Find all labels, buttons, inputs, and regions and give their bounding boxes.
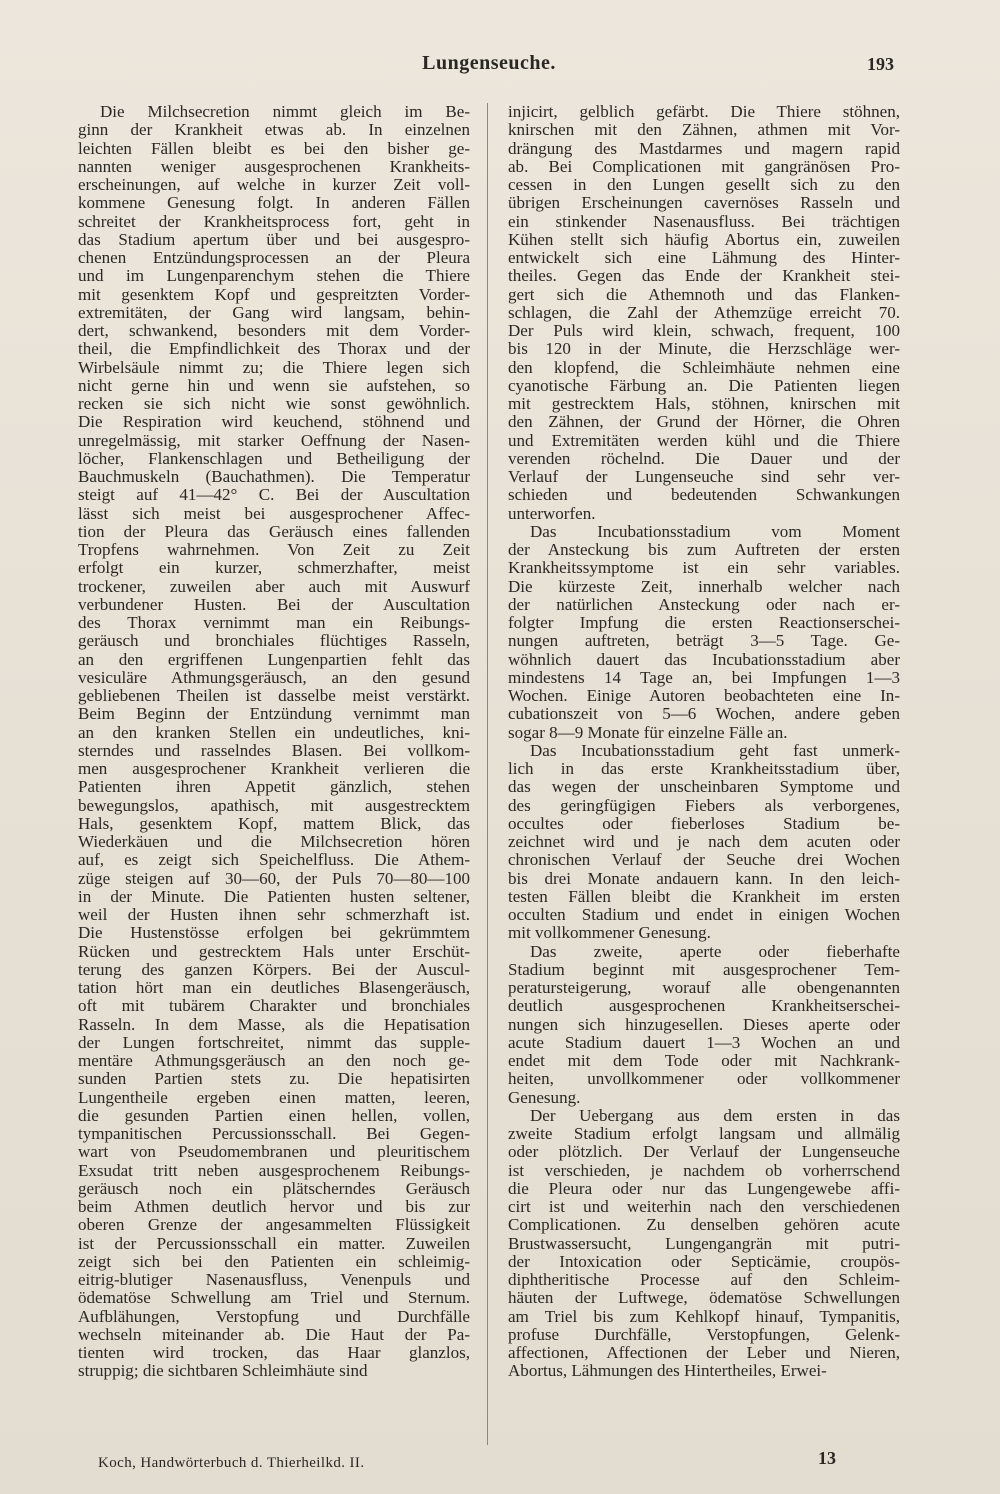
text-line: Stadium beginnt mit ausgesprochener Tem- (508, 960, 900, 979)
text-line: lässt sich meist bei ausgesprochener Affec- (78, 504, 470, 523)
paragraph (508, 943, 900, 1107)
text-line: oberen Grenze der angesammelten Flüssigkeit (78, 1216, 470, 1235)
text-line: ab. Bei Complicationen mit gangränösen Pro- (508, 157, 900, 176)
text-line: Bauchmuskeln (Bauchathmen). Die Temperatur (78, 468, 470, 486)
text-line: der natürlichen Ansteckung oder nach er- (508, 595, 900, 614)
text-line: knirschen mit den Zähnen, athmen mit Vor- (508, 121, 900, 140)
text-line: extremitäten, der Gang wird langsam, behin- (78, 303, 470, 322)
text-line: die gesunden Partien einen hellen, vollen, (78, 1106, 470, 1125)
text-line: häuten der Luftwege, ödematöse Schwellungen (508, 1289, 900, 1308)
text-line: den Zähnen, der Grund der Hörner, die Ohren (508, 413, 900, 432)
column-divider (487, 103, 488, 1445)
text-line: und im Lungenparenchym stehen die Thiere (78, 267, 470, 286)
text-line: Tropfens wahrnehmen. Von Zeit zu Zeit (78, 541, 470, 559)
text-line: unregelmässig, mit starker Oeffnung der Nasen- (78, 431, 470, 450)
text-line: Kühen stellt sich häufig Abortus ein, zuweilen (508, 230, 900, 249)
left-text-column (78, 103, 470, 1381)
text-line: Der Uebergang aus dem ersten in das (530, 1106, 900, 1125)
text-line: geräusch noch ein plätscherndes Geräusch (78, 1179, 470, 1198)
text-line: Abortus, Lähmungen des Hintertheiles, Erwei- (508, 1362, 827, 1381)
text-line: Wiederkäuen und die Milchsecretion hören (78, 833, 470, 851)
text-line: wart von Pseudomembranen und pleuritischem (78, 1143, 470, 1162)
text-line: vesiculäre Athmungsgeräusch, an den gesund (78, 668, 470, 687)
text-line: das wegen der unscheinbaren Symptome und (508, 778, 900, 797)
text-line: sunden Partien stets zu. Die hepatisirten (78, 1070, 470, 1089)
text-line: mentäre Athmungsgeräusch an den noch ge- (78, 1052, 470, 1070)
text-line: das Stadium apertum über und bei ausgespro- (78, 230, 470, 249)
text-line: erscheinungen, auf welche in kurzer Zeit voll- (78, 176, 470, 194)
text-line: den klopfend, die Schleimhäute nehmen eine (508, 358, 900, 377)
text-line: an den kranken Stellen ein undeutliches, kni- (78, 723, 470, 742)
text-line: entwickelt sich eine Lähmung des Hinter- (508, 249, 900, 267)
text-line: Rasseln. In dem Masse, als die Hepatisation (78, 1015, 470, 1034)
text-line: endet mit dem Tode oder mit Nachkrank- (508, 1052, 900, 1070)
text-line: occulten Stadium und endet in einigen Wochen (508, 906, 900, 924)
text-line: sterndes und rasselndes Blasen. Bei vollkom- (78, 741, 470, 760)
text-line: Wochen. Einige Autoren beobachteten eine In- (508, 687, 900, 705)
text-line: und Extremitäten werden kühl und die Thiere (508, 431, 900, 450)
paragraph (508, 103, 900, 523)
text-line: steigt auf 41—42° C. Bei der Auscultation (78, 486, 470, 505)
text-line: leichten Fällen bleibt es bei den bisher ge- (78, 139, 470, 158)
text-line: zeigt sich bei den Patienten ein schleimig- (78, 1252, 470, 1271)
text-line: chronischen Verlauf der Seuche drei Wochen (508, 851, 900, 870)
text-line: wechseln miteinander ab. Die Haut der Pa- (78, 1325, 470, 1344)
text-line: der Ansteckung bis zum Auftreten der ersten (508, 541, 900, 559)
text-line: folgter Impfung die ersten Reactionserschei- (508, 614, 900, 632)
page-header (78, 52, 900, 82)
text-line: verbundener Husten. Bei der Auscultation (78, 595, 470, 614)
text-line: acute Stadium dauert 1—3 Wochen an und (508, 1033, 900, 1052)
text-line: lich in das erste Krankheitsstadium über, (508, 760, 900, 778)
text-line: der Lungen fortschreitet, nimmt das supple- (78, 1033, 470, 1052)
text-line: trockener, zuweilen aber auch mit Auswurf (78, 577, 470, 596)
text-line: an den ergriffenen Lungenpartien fehlt das (78, 650, 470, 669)
signature-mark: 13 (818, 1448, 836, 1468)
text-line: Lungentheile ergeben einen matten, leeren, (78, 1088, 470, 1107)
text-line: ist verschieden, je nachdem ob vorherrschend (508, 1161, 900, 1180)
text-line: gebliebenen Theilen ist dasselbe meist verstärkt. (78, 687, 470, 705)
text-line: züge steigen auf 30—60, der Puls 70—80—100 (78, 869, 470, 888)
text-line: chenen Entzündungsprocessen an der Pleura (78, 249, 470, 267)
text-line: kommene Genesung folgt. In anderen Fällen (78, 194, 470, 213)
text-line: tation hört man ein deutliches Blasengeräusch, (78, 979, 470, 997)
text-line: Aufblähungen, Verstopfung und Durchfälle (78, 1307, 470, 1326)
paragraph (508, 1107, 900, 1381)
text-line: cirt ist und weiterhin nach den verschiedenen (508, 1198, 900, 1216)
text-line: zweite Stadium erfolgt langsam und allmälig (508, 1125, 900, 1143)
text-line: Beim Beginn der Entzündung vernimmt man (78, 705, 470, 724)
text-line: cyanotische Färbung an. Die Patienten liegen (508, 376, 900, 395)
paragraph (78, 103, 470, 1381)
text-line: Rücken und gestrecktem Hals unter Erschüt- (78, 942, 470, 961)
text-line: drängung des Mastdarmes und magern rapid (508, 139, 900, 158)
text-line: Die Milchsecretion nimmt gleich im Be- (100, 103, 470, 121)
text-line: erfolgt ein kurzer, schmerzhafter, meist (78, 559, 470, 578)
text-line: cubationszeit von 5—6 Wochen, andere geben (508, 705, 900, 724)
text-line: ödematöse Schwellung am Triel und Sternum. (78, 1289, 470, 1308)
text-line: übrigen Erscheinungen cavernöses Rasseln und (508, 194, 900, 213)
text-line: mit gestrecktem Hals, stöhnen, knirschen mit (508, 395, 900, 413)
text-line: oft mit tubärem Charakter und bronchiales (78, 997, 470, 1016)
text-line: occultes oder fieberloses Stadium be- (508, 814, 900, 833)
text-line: wöhnlich dauert das Incubationsstadium aber (508, 650, 900, 669)
text-line: schieden und bedeutenden Schwankungen (508, 486, 900, 505)
text-line: tion der Pleura das Geräusch eines fallenden (78, 522, 470, 541)
text-line: dert, schwankend, besonders mit dem Vorder- (78, 322, 470, 340)
text-line: schreitet der Krankheitsprocess fort, geht in (78, 212, 470, 231)
text-line: Complicationen. Zu denselben gehören acute (508, 1216, 900, 1235)
text-line: nungen auftreten, beträgt 3—5 Tage. Ge- (508, 632, 900, 651)
text-line: der Intoxication oder Septicämie, croupös- (508, 1252, 900, 1271)
text-line: recken sie sich nicht wie sonst gewöhnlich. (78, 395, 470, 413)
text-line: die Pleura oder nur das Lungengewebe affi- (508, 1179, 900, 1198)
text-line: des Thorax vernimmt man ein Reibungs- (78, 614, 470, 632)
page-number: 193 (867, 54, 894, 74)
text-line: diphtheritische Processe auf den Schleim- (508, 1271, 900, 1289)
text-line: tienten wird trocken, das Haar glanzlos, (78, 1344, 470, 1362)
paragraph (508, 523, 900, 742)
text-line: auf, es zeigt sich Speichelfluss. Die Athem- (78, 851, 470, 870)
text-line: affectionen, Affectionen der Leber und Nieren, (508, 1344, 900, 1362)
text-line: Das zweite, aperte oder fieberhafte (530, 942, 900, 961)
text-line: deutlich ausgesprochenen Krankheitserschei- (508, 997, 900, 1016)
text-line: bewegungslos, apathisch, mit ausgestrecktem (78, 796, 470, 815)
text-line: geräusch und bronchiales flüchtiges Rasseln, (78, 632, 470, 651)
text-line: testen Fällen bleibt die Krankheit im ersten (508, 887, 900, 906)
text-line: Das Incubationsstadium geht fast unmerk- (530, 741, 900, 760)
paragraph (508, 742, 900, 943)
text-line: Patienten ihren Appetit gänzlich, stehen (78, 778, 470, 797)
text-line: terung des ganzen Körpers. Bei der Auscul- (78, 960, 470, 979)
text-line: Verlauf der Lungenseuche sind sehr ver- (508, 468, 900, 486)
text-line: profuse Durchfälle, Verstopfungen, Gelenk- (508, 1325, 900, 1344)
text-line: cessen in den Lungen gesellt sich zu den (508, 176, 900, 194)
text-line: Wirbelsäule nimmt zu; die Thiere legen sich (78, 358, 470, 377)
text-line: Die Respiration wird keuchend, stöhnend und (78, 413, 470, 432)
text-line: injicirt, gelblich gefärbt. Die Thiere stöhnen, (508, 103, 900, 121)
text-line: gert sich die Athemnoth und das Flanken- (508, 285, 900, 304)
text-line: tympanitischen Percussionsschall. Bei Gegen- (78, 1125, 470, 1143)
text-line: löcher, Flankenschlagen und Betheiligung der (78, 449, 470, 468)
text-line: mit gesenktem Kopf und gespreitzten Vorder- (78, 285, 470, 304)
text-line: weil der Husten ihnen sehr schmerzhaft ist. (78, 906, 470, 924)
text-line: heiten, unvollkommener oder vollkommener (508, 1070, 900, 1089)
text-line: peratursteigerung, worauf alle obengenannten (508, 979, 900, 997)
text-line: men ausgesprochener Krankheit verlieren die (78, 760, 470, 778)
text-line: am Triel bis zum Kehlkopf hinauf, Tympanitis, (508, 1307, 900, 1326)
text-line: mit vollkommener Genesung. (508, 924, 711, 943)
text-line: Brustwassersucht, Lungengangrän mit putri- (508, 1234, 900, 1253)
text-line: mindestens 14 Tage an, bei Impfungen 1—3 (508, 668, 900, 687)
text-line: des geringfügigen Fiebers als verborgenes, (508, 796, 900, 815)
source-footnote: Koch, Handwörterbuch d. Thierheilkd. II. (98, 1455, 365, 1471)
text-line: theil, die Empfindlichkeit des Thorax und der (78, 340, 470, 359)
text-line: Die kürzeste Zeit, innerhalb welcher nach (508, 577, 900, 596)
text-line: unterworfen. (508, 504, 596, 523)
text-line: ist der Percussionsschall ein matter. Zuweilen (78, 1234, 470, 1253)
text-line: nannten weniger ausgesprochenen Krankheits- (78, 157, 470, 176)
text-line: ein stinkender Nasenausfluss. Bei trächtigen (508, 212, 900, 231)
text-line: nicht gerne hin und wenn sie aufstehen, so (78, 376, 470, 395)
text-line: Hals, gesenktem Kopf, mattem Blick, das (78, 814, 470, 833)
text-line: eitrig-blutiger Nasenausfluss, Venenpuls und (78, 1271, 470, 1289)
text-line: bis drei Monate andauern kann. In den leich- (508, 869, 900, 888)
text-line: Krankheitssymptome ist ein sehr variables. (508, 559, 900, 578)
text-line: Der Puls wird klein, schwach, frequent, 100 (508, 322, 900, 340)
text-line: struppig; die sichtbaren Schleimhäute sind (78, 1362, 368, 1381)
text-line: sogar 8—9 Monate für einzelne Fälle an. (508, 723, 788, 742)
running-title: Lungenseuche. (422, 52, 556, 74)
text-line: schlagen, die Zahl der Athemzüge erreicht 70. (508, 303, 900, 322)
text-line: Das Incubationsstadium vom Moment (530, 522, 900, 541)
right-text-column (508, 103, 900, 1381)
text-line: zeichnet wird und je nach dem acuten oder (508, 833, 900, 851)
text-line: Die Hustenstösse erfolgen bei gekrümmtem (78, 924, 470, 943)
text-line: verenden röchelnd. Die Dauer und der (508, 449, 900, 468)
text-line: Exsudat tritt neben ausgesprochenem Reibungs- (78, 1161, 470, 1180)
text-line: bis 120 in der Minute, die Herzschläge wer- (508, 340, 900, 359)
text-line: nungen sich hinzugesellen. Dieses aperte oder (508, 1015, 900, 1034)
text-line: theiles. Gegen das Ende der Krankheit stei- (508, 267, 900, 286)
text-line: oder plötzlich. Der Verlauf der Lungenseuche (508, 1143, 900, 1162)
text-line: ginn der Krankheit etwas ab. In einzelnen (78, 121, 470, 140)
text-line: in der Minute. Die Patienten husten seltener, (78, 887, 470, 906)
text-line: beim Athmen deutlich hervor und bis zur (78, 1198, 470, 1216)
text-line: Genesung. (508, 1088, 581, 1107)
